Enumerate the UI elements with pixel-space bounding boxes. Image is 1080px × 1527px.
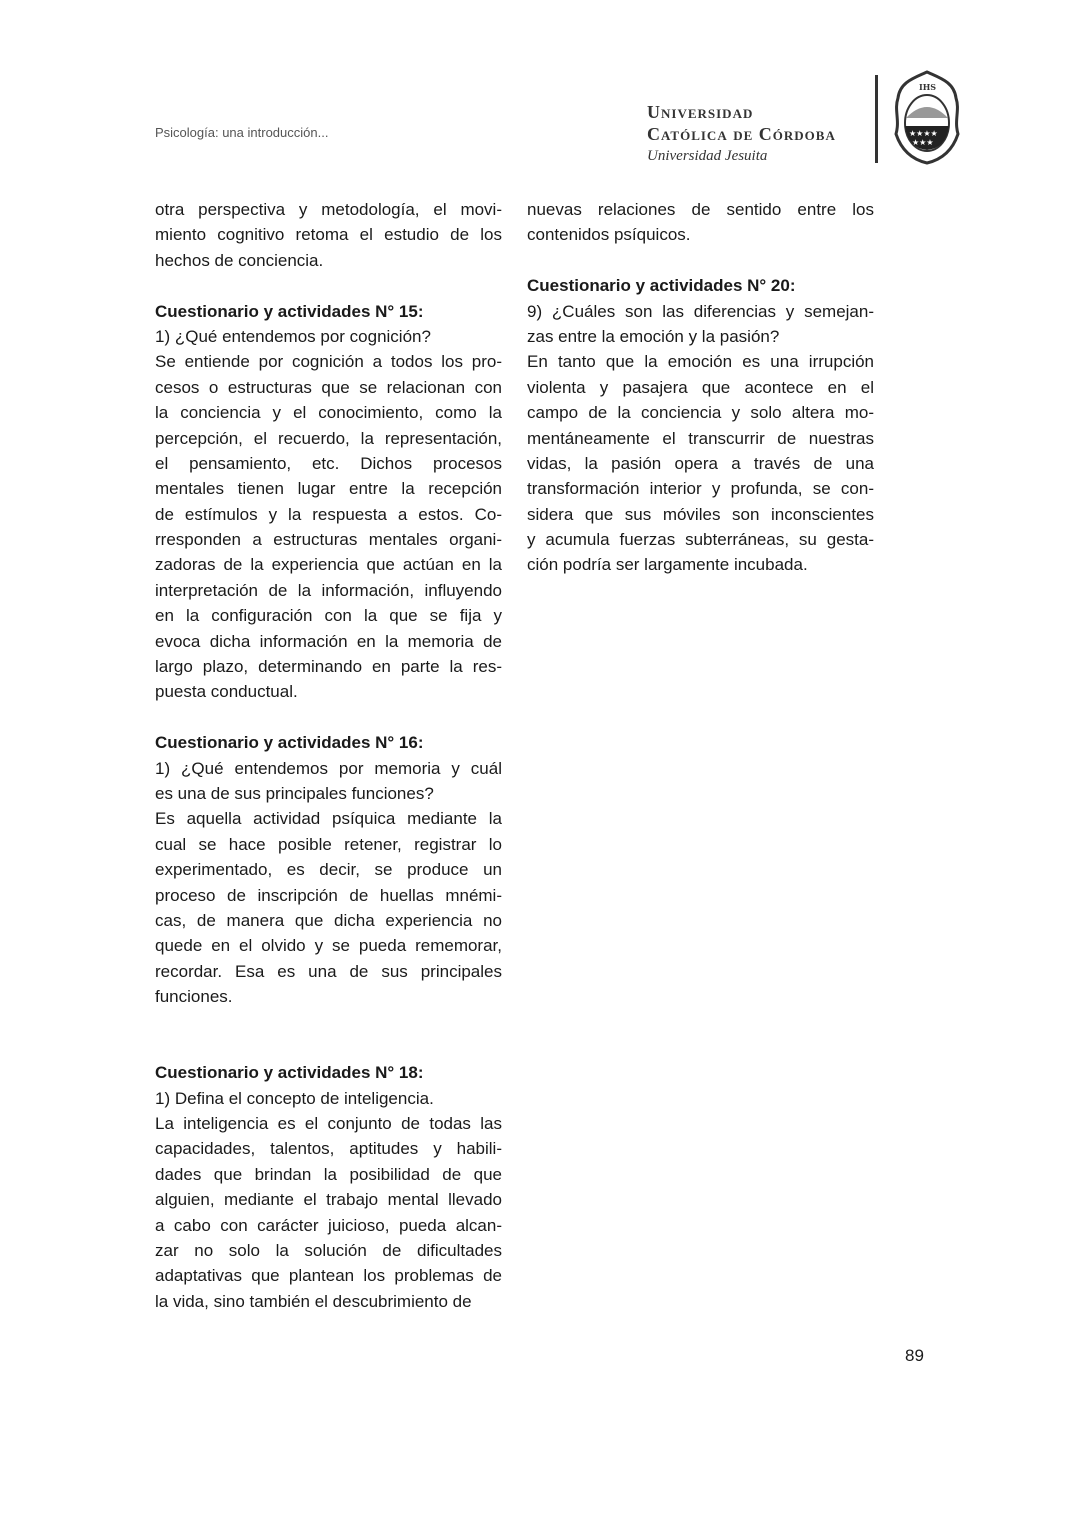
text-line: En tanto que la emoción es una irrupción <box>527 352 874 372</box>
text-line: 9) ¿Cuáles son las diferencias y semejan- <box>527 301 874 321</box>
text-line: capacidades, talentos, aptitudes y habili- <box>155 1139 502 1159</box>
text-line: puesta conductual. <box>155 682 298 702</box>
text-line: evoca dicha información en la memoria de <box>155 631 502 651</box>
text-line: cas, de manera que dicha experiencia no <box>155 910 502 930</box>
text-line: ción podría ser largamente incubada. <box>527 555 808 575</box>
text-line: alguien, mediante el trabajo mental llevado <box>155 1190 502 1210</box>
spacer <box>155 1010 502 1035</box>
running-header: Psicología: una introducción... <box>155 125 329 140</box>
text-line: sidera que sus móviles son inconscientes <box>527 504 874 524</box>
text-line: Se entiende por cognición a todos los pro- <box>155 352 502 372</box>
text-line: hechos de conciencia. <box>155 250 324 270</box>
text-line: de estímulos y la respuesta a estos. Co- <box>155 504 502 524</box>
header-divider <box>875 75 878 163</box>
text-line: largo plazo, determinando en parte la res- <box>155 657 502 677</box>
section-heading: Cuestionario y actividades N° 15: <box>155 301 424 321</box>
text-line: en la configuración con la que se fija y <box>155 606 502 626</box>
text-line: 1) ¿Qué entendemos por cognición? <box>155 326 431 346</box>
svg-text:★★★: ★★★ <box>912 138 934 147</box>
university-logo-text <box>647 101 836 167</box>
text-line: contenidos psíquicos. <box>527 225 691 245</box>
text-line: 1) Defina el concepto de inteligencia. <box>155 1088 434 1108</box>
text-line: rresponden a estructuras mentales organi- <box>155 530 502 550</box>
text-line: transformación interior y profunda, se con- <box>527 479 874 499</box>
spacer <box>155 1035 502 1060</box>
section-heading: Cuestionario y actividades N° 16: <box>155 733 424 753</box>
text-line: la conciencia y el conocimiento, como la <box>155 403 502 423</box>
text-line: cesos o estructuras que se relacionan con <box>155 377 502 397</box>
svg-text:IHS: IHS <box>919 82 937 92</box>
text-line: a cabo con carácter juicioso, pueda alcan- <box>155 1215 502 1235</box>
text-line: quede en el olvido y se pueda rememorar, <box>155 936 502 956</box>
text-line: violenta y pasajera que acontece en el <box>527 377 874 397</box>
right-column <box>527 197 874 578</box>
text-line: otra perspectiva y metodología, el movi- <box>155 200 502 219</box>
text-line: la vida, sino también el descubrimiento de <box>155 1291 472 1311</box>
text-line: adaptativas que plantean los problemas de <box>155 1266 502 1286</box>
text-line: miento cognitivo retoma el estudio de los <box>155 225 502 245</box>
left-column <box>155 197 502 1314</box>
text-line: mentales tienen lugar entre la recepción <box>155 479 502 499</box>
text-line: dades que brindan la posibilidad de que <box>155 1164 502 1184</box>
svg-text:★★★★: ★★★★ <box>909 129 938 138</box>
text-line: Es aquella actividad psíquica mediante la <box>155 809 502 829</box>
section-heading: Cuestionario y actividades N° 18: <box>155 1063 424 1083</box>
text-line: el pensamiento, etc. Dichos procesos <box>155 453 502 473</box>
text-line: es una de sus principales funciones? <box>155 783 434 803</box>
text-line: proceso de inscripción de huellas mnémi- <box>155 885 502 905</box>
text-line: 1) ¿Qué entendemos por memoria y cuál <box>155 758 502 778</box>
page-number: 89 <box>905 1346 924 1365</box>
text-line: campo de la conciencia y solo altera mo- <box>527 403 874 423</box>
text-line: cual se hace posible retener, registrar lo <box>155 834 502 854</box>
text-line: vidas, la pasión opera a través de una <box>527 453 874 473</box>
text-line: La inteligencia es el conjunto de todas las <box>155 1114 502 1134</box>
university-name-line1: Universidad <box>647 102 754 122</box>
spacer <box>527 248 874 273</box>
text-line: nuevas relaciones de sentido entre los <box>527 200 874 219</box>
text-line: percepción, el recuerdo, la representación, <box>155 428 502 448</box>
university-seal-icon <box>892 68 962 166</box>
text-line: recordar. Esa es una de sus principales <box>155 961 502 981</box>
university-name-line2: Católica de Córdoba <box>647 124 836 144</box>
text-line: mentáneamente el transcurrir de nuestras <box>527 428 874 448</box>
university-tagline: Universidad Jesuita <box>647 148 768 164</box>
text-line: zar no solo la solución de dificultades <box>155 1241 502 1261</box>
text-line: experimentado, es decir, se produce un <box>155 860 502 880</box>
text-line: zas entre la emoción y la pasión? <box>527 326 780 346</box>
text-line: interpretación de la información, influyendo <box>155 580 502 600</box>
spacer <box>155 705 502 730</box>
text-line: zadoras de la experiencia que actúan en la <box>155 555 502 575</box>
section-heading: Cuestionario y actividades N° 20: <box>527 276 796 296</box>
spacer <box>155 273 502 298</box>
text-line: funciones. <box>155 987 233 1007</box>
text-line: y acumula fuerzas subterráneas, su gesta- <box>527 530 874 550</box>
